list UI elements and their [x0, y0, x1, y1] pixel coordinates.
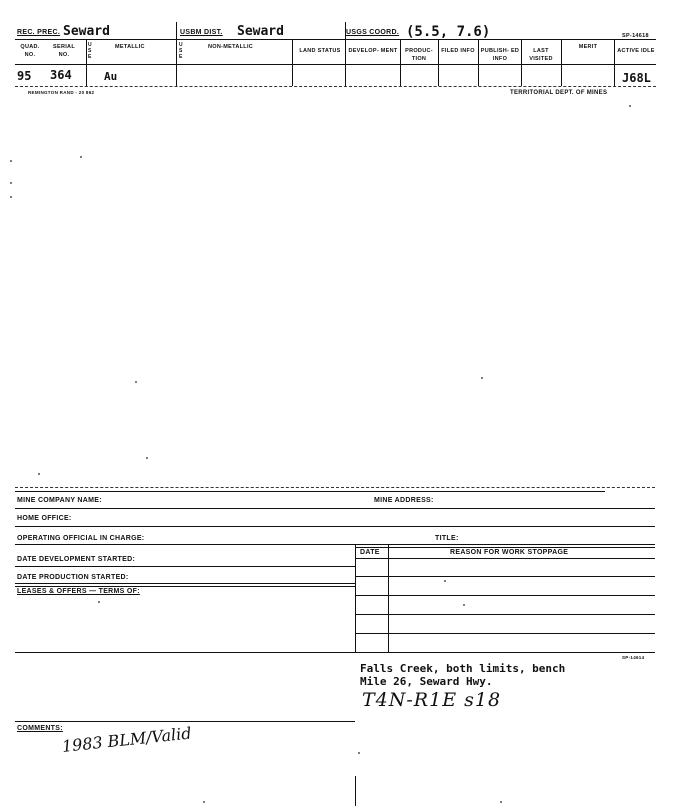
- col-serial-no: SERIAL NO.: [53, 44, 75, 58]
- home-office-label: HOME OFFICE:: [17, 515, 72, 522]
- speck: [444, 580, 446, 582]
- speck: [500, 801, 502, 803]
- rec-prec-label: REC. PREC.: [17, 29, 61, 36]
- rule-dev: [15, 566, 355, 567]
- stoppage-left-rule: [355, 545, 356, 653]
- speck: [10, 160, 12, 162]
- back-top-rule: [15, 487, 655, 488]
- col-div-1: [86, 40, 87, 86]
- stoppage-row-6: [355, 652, 655, 653]
- speck: [10, 182, 12, 184]
- col-merit: MERIT: [578, 44, 598, 50]
- operating-official-label: OPERATING OFFICIAL IN CHARGE:: [17, 535, 145, 542]
- row-rule: [15, 86, 656, 87]
- rule-operating: [15, 544, 655, 545]
- comments-rule: [15, 721, 355, 722]
- speck: [135, 381, 137, 383]
- speck: [10, 196, 12, 198]
- col-last-visited: LAST VISITED: [529, 48, 553, 62]
- row-serial: 364: [50, 68, 72, 82]
- stoppage-row-2: [355, 576, 655, 577]
- usgs-coord-value: (5.5, 7.6): [406, 24, 491, 40]
- leases-bottom-rule: [15, 652, 355, 653]
- col-div-3: [292, 40, 293, 86]
- department-label: TERRITORIAL DEPT. OF MINES: [510, 90, 608, 96]
- stoppage-date-rule: [388, 545, 389, 653]
- rule-company: [15, 508, 655, 509]
- note-line-2: Mile 26, Seward Hwy.: [360, 675, 493, 688]
- handwritten-ref: T4N-R1E s18: [362, 689, 502, 711]
- col-quad-no: QUAD. NO.: [20, 44, 40, 58]
- rule-prod: [15, 583, 355, 584]
- leases-label: LEASES & OFFERS — TERMS OF:: [17, 588, 140, 595]
- usbm-dist-label: USBM DIST.: [180, 29, 223, 36]
- rule-operating-2: [355, 547, 655, 548]
- col-div-6: [438, 40, 439, 86]
- handwritten-comment: 1983 BLM/Valid: [61, 723, 193, 756]
- stoppage-row-5: [355, 633, 655, 634]
- date-dev-started-label: DATE DEVELOPMENT STARTED:: [17, 556, 136, 563]
- stoppage-row-1: [355, 558, 655, 559]
- date-col-header: DATE: [360, 549, 380, 556]
- speck: [203, 801, 205, 803]
- stoppage-row-4: [355, 614, 655, 615]
- col-use-metallic: U S E: [88, 42, 92, 60]
- col-non-metallic: NON-METALLIC: [208, 44, 254, 50]
- col-use-nonmetallic: U S E: [179, 42, 183, 60]
- note-line-1: Falls Creek, both limits, bench: [360, 662, 566, 675]
- form-number-2: SP-14614: [622, 655, 645, 660]
- col-active-idle: ACTIVE IDLE: [617, 48, 655, 54]
- title-label: TITLE:: [435, 535, 459, 542]
- comments-label: COMMENTS:: [17, 725, 63, 732]
- col-div-2: [176, 22, 177, 86]
- col-div-8: [521, 40, 522, 86]
- speck: [481, 377, 483, 379]
- col-published-info: PUBLISH- ED INFO: [480, 48, 520, 62]
- printer-mark: REMINGTON RAND - 20 862: [28, 90, 95, 95]
- row-metallic: Au: [104, 70, 118, 83]
- col-production: PRODUC- TION: [405, 48, 433, 62]
- col-div-10: [614, 40, 615, 86]
- col-div-7: [478, 40, 479, 86]
- speck: [358, 752, 360, 754]
- header-rule-bottom: [15, 64, 656, 65]
- speck: [98, 601, 100, 603]
- rule-prod-2: [15, 586, 355, 587]
- speck: [463, 604, 465, 606]
- stoppage-row-3: [355, 595, 655, 596]
- speck: [146, 457, 148, 459]
- form-number: SP-14618: [622, 33, 649, 39]
- mine-company-name-label: MINE COMPANY NAME:: [17, 497, 102, 504]
- speck: [629, 105, 631, 107]
- speck: [38, 473, 40, 475]
- row-quad: 95: [17, 69, 32, 83]
- usbm-dist-value: Seward: [237, 24, 284, 39]
- col-div-4: [345, 22, 346, 86]
- rec-prec-value: Seward: [63, 24, 110, 39]
- back-top-rule-solid: [15, 491, 605, 492]
- row-active-idle: J68L: [622, 71, 651, 85]
- date-prod-started-label: DATE PRODUCTION STARTED:: [17, 574, 129, 581]
- col-land-status: LAND STATUS: [299, 48, 341, 54]
- col-metallic: METALLIC: [115, 44, 145, 50]
- speck: [80, 156, 82, 158]
- header-rule-top: [15, 39, 656, 40]
- col-development: DEVELOP- MENT: [348, 48, 398, 54]
- col-div-9: [561, 40, 562, 86]
- col-filed-info: FILED INFO: [441, 48, 475, 54]
- lower-divider: [355, 776, 356, 806]
- rule-home-office: [15, 526, 655, 527]
- mine-address-label: MINE ADDRESS:: [374, 497, 434, 504]
- reason-col-header: REASON FOR WORK STOPPAGE: [450, 549, 569, 556]
- col-div-5: [400, 40, 401, 86]
- usgs-coord-label: USGS COORD.: [346, 29, 400, 36]
